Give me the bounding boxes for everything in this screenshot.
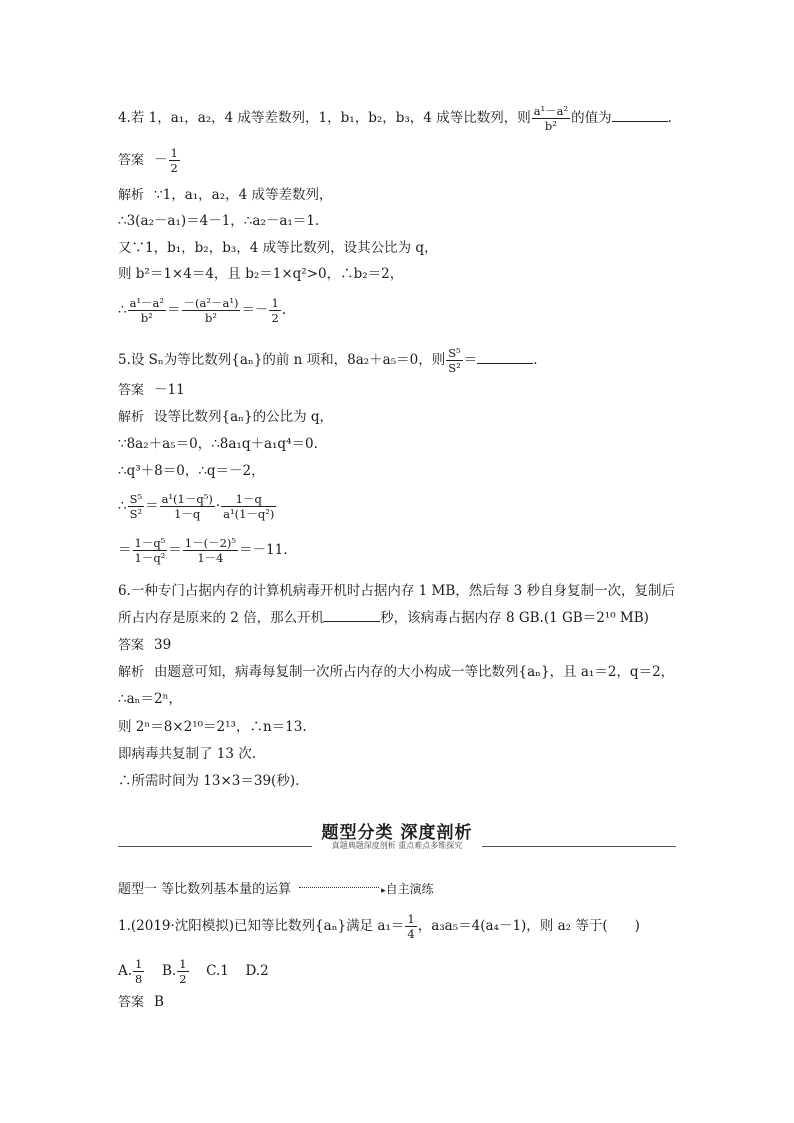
q6-line1: 由题意可知，病毒每复制一次所占内存的大小构成一等比数列{aₙ}，且 a₁＝2，q＝2， — [154, 664, 675, 680]
frac-den: 1－q — [174, 507, 201, 521]
option-b-frac — [177, 957, 188, 986]
q6-stem2-post: 秒，该病毒占据内存 8 GB.(1 GB＝2¹⁰ MB) — [380, 610, 649, 626]
option-a-frac — [133, 957, 144, 986]
equals: ＝ — [463, 352, 478, 368]
frac-num: S⁵ — [129, 492, 143, 506]
q4-answer-den: 2 — [170, 161, 178, 175]
frac-den: a¹(1－q²) — [223, 507, 275, 521]
period: . — [533, 352, 538, 368]
p1-answer — [118, 993, 164, 1012]
q5-line3: ∴q³＋8＝0，∴q＝－2， — [118, 463, 265, 479]
section-rule-right — [482, 846, 676, 847]
answer-label: 答案 — [118, 638, 145, 653]
period: . — [281, 302, 287, 318]
q6-stem-line2 — [118, 609, 649, 627]
q4-analysis-1 — [118, 186, 333, 205]
q5-l5-frac1 — [133, 536, 168, 565]
q4-l5-frac2 — [182, 296, 241, 325]
frac-num: a¹－a² — [129, 296, 165, 310]
frac-den: 2 — [179, 972, 187, 986]
therefore: ∴ — [118, 302, 127, 318]
q5-fraction — [446, 346, 463, 375]
answer-label: 答案 — [118, 995, 145, 1010]
q5-answer — [118, 381, 185, 400]
option-c[interactable]: C.1 — [206, 963, 229, 979]
p1-fraction — [405, 912, 416, 941]
option-a[interactable] — [118, 957, 145, 986]
q6-line2: ∴aₙ＝2ⁿ， — [118, 691, 182, 707]
q5-analysis-1 — [118, 408, 333, 427]
frac-den: 2 — [271, 311, 279, 325]
type1-tag: 自主演练 — [385, 882, 434, 896]
q6-line4: 即病毒共复制了 13 次. — [118, 746, 257, 762]
q5-l4-frac3 — [221, 492, 276, 521]
q6-answer — [118, 636, 171, 655]
q6-analysis-1 — [118, 663, 674, 682]
q5-line1: 设等比数列{aₙ}的公比为 q， — [154, 409, 334, 425]
p1-answer-value: B — [154, 994, 164, 1010]
equals: ＝－ — [241, 302, 269, 318]
q5-l4-frac1 — [128, 492, 145, 521]
q4-fraction — [532, 104, 570, 133]
q4-line3: 又∵1，b₁，b₂，b₃，4 成等比数列，设其公比为 q， — [118, 240, 438, 256]
q4-frac-den: b² — [544, 119, 557, 133]
q4-stem — [118, 104, 672, 133]
frac-num: 1 — [271, 296, 279, 310]
frac-num: a¹(1－q⁵) — [161, 492, 213, 506]
q4-answer-fraction — [169, 146, 180, 175]
q6-line5: ∴所需时间为 13×3＝39(秒). — [118, 773, 300, 789]
frac-num: 1 — [179, 957, 187, 971]
p1-stem-post: ，a₃a₅＝4(a₄－1)，则 a₂ 等于( ) — [417, 918, 640, 934]
analysis-label: 解析 — [118, 410, 145, 425]
frac-num: 1 — [407, 912, 415, 926]
frac-num: －(a²－a¹) — [183, 296, 239, 310]
p1-options — [118, 957, 269, 986]
q5-line4 — [118, 492, 277, 521]
option-b-label: B. — [161, 963, 177, 979]
arrow-head-icon: ▸ — [381, 886, 386, 896]
frac-num: 1－q⁵ — [134, 536, 166, 550]
section-title: 题型分类 深度剖析 — [321, 823, 473, 843]
analysis-label: 解析 — [118, 188, 145, 203]
q5-answer-value: －11 — [154, 382, 185, 398]
equals: ＝ — [167, 302, 181, 318]
q4-answer-num: 1 — [170, 146, 178, 160]
equals: ＝ — [118, 542, 132, 558]
frac-den: b² — [140, 311, 153, 325]
q4-answer-sign: － — [154, 152, 168, 168]
frac-num: 1－(－2)⁵ — [184, 536, 237, 550]
answer-label: 答案 — [118, 153, 145, 168]
equals: ＝ — [168, 542, 182, 558]
q4-stem-end: . — [667, 110, 672, 126]
answer-label: 答案 — [118, 383, 145, 398]
multiply-dot: · — [215, 498, 221, 514]
q5-stem-text: 5.设 Sₙ为等比数列{aₙ}的前 n 项和，8a₂＋a₅＝0，则 — [118, 352, 446, 368]
option-a-label: A. — [118, 963, 133, 979]
q4-l5-frac3 — [269, 296, 280, 325]
frac-den: 1－4 — [197, 551, 224, 565]
q6-answer-value: 39 — [154, 637, 172, 653]
frac-den: 1－q² — [134, 551, 166, 565]
q6-answer-blank[interactable] — [324, 609, 380, 622]
dotted-arrow-icon — [299, 887, 379, 888]
q4-line5 — [118, 296, 286, 325]
q4-line4: 则 b²＝1×4＝4，且 b₂＝1×q²>0，∴b₂＝2， — [118, 266, 404, 282]
q4-line2: ∴3(a₂－a₁)＝4－1，∴a₂－a₁＝1. — [118, 213, 320, 229]
frac-den: 8 — [135, 972, 143, 986]
type1-header — [118, 880, 434, 900]
p1-stem — [118, 912, 640, 941]
frac-num: 1－q — [221, 492, 276, 507]
frac-den: 4 — [407, 927, 415, 941]
section-subtitle: 真题典题深度剖析 重点难点多维探究 — [331, 841, 463, 850]
analysis-label: 解析 — [118, 665, 145, 680]
q5-l4-frac2 — [160, 492, 215, 521]
q4-stem-text: 4.若 1，a₁，a₂，4 成等差数列，1，b₁，b₂，b₃，4 成等比数列，则 — [118, 110, 531, 126]
p1-stem-pre: 1.(2019·沈阳模拟)已知等比数列{aₙ}满足 a₁＝ — [118, 918, 405, 934]
q5-result: ＝－11. — [239, 542, 288, 558]
q5-stem — [118, 346, 538, 375]
option-b[interactable] — [161, 957, 190, 986]
frac-num: 1 — [135, 957, 143, 971]
q4-answer-blank[interactable] — [612, 109, 668, 122]
type1-label: 题型一 等比数列基本量的运算 — [118, 882, 292, 897]
q4-frac-num: a¹－a² — [533, 104, 569, 118]
q4-stem-post: 的值为 — [571, 110, 612, 126]
q5-line2: ∵8a₂＋a₅＝0，∴8a₁q＋a₁q⁴＝0. — [118, 436, 318, 452]
q6-stem2-pre: 所占内存是原来的 2 倍，那么开机 — [118, 610, 325, 626]
frac-den: S² — [448, 361, 461, 375]
q6-line3: 则 2ⁿ＝8×2¹⁰＝2¹³，∴n＝13. — [118, 719, 307, 735]
q5-l5-frac2 — [183, 536, 238, 565]
q5-line5 — [118, 536, 288, 565]
q5-answer-blank[interactable] — [477, 351, 533, 364]
q4-l5-frac1 — [128, 296, 166, 325]
frac-num: S⁵ — [448, 346, 461, 360]
option-d[interactable]: D.2 — [245, 963, 269, 979]
frac-den: S² — [129, 507, 143, 521]
equals: ＝ — [145, 498, 159, 514]
frac-den: b² — [204, 311, 217, 325]
q6-stem-line1: 6.一种专门占据内存的计算机病毒开机时占据内存 1 MB，然后每 3 秒自身复制一次，复制后 — [118, 583, 675, 599]
q4-answer — [118, 146, 181, 175]
therefore: ∴ — [118, 498, 127, 514]
q4-line1: ∵1，a₁，a₂，4 成等差数列， — [154, 187, 333, 203]
